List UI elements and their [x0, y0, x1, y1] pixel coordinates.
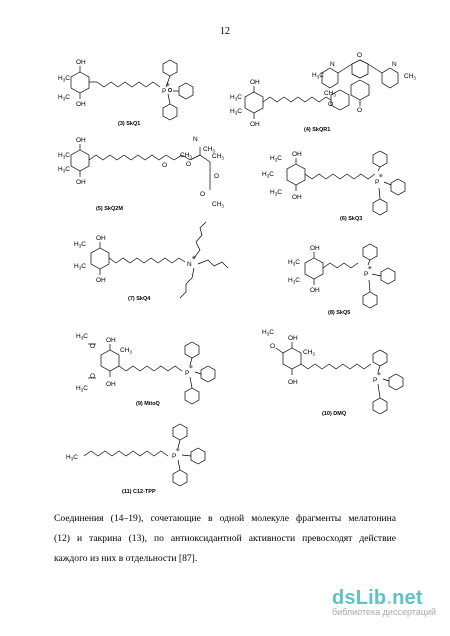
svg-text:O: O	[90, 343, 96, 350]
svg-text:O: O	[90, 373, 96, 380]
svg-text:P: P	[364, 271, 369, 278]
svg-text:OH: OH	[106, 381, 116, 388]
svg-text:⊕: ⊕	[377, 371, 381, 376]
caption-mitoq: (9) MitoQ	[136, 401, 160, 407]
svg-text:H3C: $H_3C$	[270, 189, 282, 197]
svg-text:H3C: $H_3C$	[58, 166, 70, 174]
svg-text:O: O	[186, 161, 192, 168]
structure-skqr1	[230, 52, 416, 128]
structure-skq2m	[58, 136, 224, 209]
svg-text:⊕: ⊕	[192, 255, 196, 260]
structure-c12-tpp	[66, 424, 205, 486]
svg-text:⊕: ⊕	[368, 265, 372, 270]
svg-text:CH3: $CH_3$	[180, 152, 192, 160]
dslib-watermark	[332, 587, 436, 617]
caption-skq5: (8) SkQ5	[328, 310, 351, 316]
svg-text:N: N	[392, 61, 397, 68]
structure-skq5	[288, 244, 395, 308]
paragraph-line-2: (12) и такрина (13), по антиоксидантной активности превосходят действие	[54, 533, 396, 544]
svg-text:O: O	[328, 101, 334, 108]
svg-text:OH: OH	[76, 179, 86, 186]
svg-text:H3C: $H_3C$	[74, 263, 86, 271]
watermark-brand-main: dsLib	[331, 587, 387, 609]
svg-text:H3C: $H_3C$	[76, 333, 88, 341]
structure-skq3	[262, 151, 405, 215]
svg-text:⊕: ⊕	[176, 447, 180, 452]
caption-skq3: (6) SkQ3	[340, 216, 363, 222]
svg-text:CH3: $CH_3$	[324, 90, 336, 98]
svg-text:H3C: $H_3C$	[58, 94, 70, 102]
caption-skqr1: (4) SkQR1	[304, 127, 331, 133]
svg-text:OH: OH	[310, 245, 320, 252]
svg-text:OH: OH	[288, 379, 298, 386]
svg-text:OH: OH	[76, 137, 86, 144]
svg-text:O: O	[200, 191, 206, 198]
svg-text:OH: OH	[106, 337, 116, 344]
svg-text:⊕: ⊕	[189, 364, 193, 369]
caption-c12-tpp: (11) C12-TPP	[122, 489, 156, 495]
watermark-brand-dot: .	[386, 587, 393, 609]
svg-text:N: N	[193, 136, 198, 143]
svg-text:OH: OH	[76, 59, 86, 66]
svg-text:H3C: $H_3C$	[74, 241, 86, 249]
svg-text:H3C: $H_3C$	[288, 259, 300, 267]
paragraph-line-1: Соединения (14–19), сочетающие в одной молекуле фрагменты мелатонина	[54, 513, 396, 524]
svg-text:H3C: $H_3C$	[288, 277, 300, 285]
caption-dmq: (10) DMQ	[322, 411, 347, 417]
svg-text:OH: OH	[76, 101, 86, 108]
svg-text:OH: OH	[288, 335, 298, 342]
svg-text:CH3: $CH_3$	[212, 153, 224, 161]
watermark-subtitle: библиотека диссертаций	[331, 607, 436, 617]
svg-text:H3C: $H_3C$	[66, 454, 78, 462]
svg-text:CH3: $CH_3$	[212, 201, 224, 209]
svg-text:H3C: $H_3C$	[312, 72, 324, 80]
svg-text:⊕: ⊕	[379, 173, 383, 178]
svg-text:O: O	[162, 162, 168, 169]
svg-text:H3C: $H_3C$	[262, 171, 274, 179]
svg-text:H3C: $H_3C$	[270, 155, 282, 163]
svg-text:O: O	[357, 52, 363, 59]
svg-text:⊕: ⊕	[166, 82, 170, 87]
svg-text:O: O	[357, 107, 363, 114]
svg-text:P: P	[375, 179, 380, 186]
svg-text:H3C: $H_3C$	[230, 94, 242, 102]
svg-text:CH3: $CH_3$	[120, 347, 132, 355]
svg-text:P: P	[162, 88, 167, 95]
caption-skq4: (7) SkQ4	[128, 296, 151, 302]
svg-text:H3C: $H_3C$	[262, 329, 274, 337]
caption-skq2m: (5) SkQ2M	[96, 206, 123, 212]
svg-text:OH: OH	[310, 287, 320, 294]
svg-text:OH: OH	[292, 151, 302, 158]
svg-text:CH3: $CH_3$	[203, 146, 215, 154]
svg-text:P: P	[172, 453, 177, 460]
svg-text:H3C: $H_3C$	[76, 385, 88, 393]
watermark-brand-tld: net	[392, 587, 423, 609]
svg-text:CH3: $CH_3$	[404, 73, 416, 81]
svg-text:N: N	[187, 261, 192, 268]
page-number: 12	[220, 26, 230, 37]
svg-text:P: P	[373, 377, 378, 384]
svg-text:OH: OH	[250, 121, 260, 128]
paragraph-line-3: каждого из них в отдельности [87].	[54, 553, 198, 564]
structure-dmq	[262, 329, 403, 414]
caption-skq1: (3) SkQ1	[118, 121, 141, 127]
body-paragraph	[54, 509, 396, 569]
svg-text:O: O	[214, 173, 220, 180]
svg-text:H3C: $H_3C$	[230, 108, 242, 116]
svg-text:N: N	[330, 61, 335, 68]
svg-text:OH: OH	[292, 194, 302, 201]
structure-mitoq	[76, 333, 215, 404]
structure-skq4	[74, 222, 228, 298]
svg-text:O: O	[270, 343, 276, 350]
svg-text:CH3: $CH_3$	[303, 349, 315, 357]
svg-text:OH: OH	[96, 235, 106, 242]
svg-text:OH: OH	[250, 79, 260, 86]
svg-text:H3C: $H_3C$	[58, 152, 70, 160]
structure-skq1	[58, 59, 193, 120]
svg-text:OH: OH	[96, 277, 106, 284]
svg-text:H3C: $H_3C$	[58, 75, 70, 83]
svg-text:P: P	[185, 370, 190, 377]
